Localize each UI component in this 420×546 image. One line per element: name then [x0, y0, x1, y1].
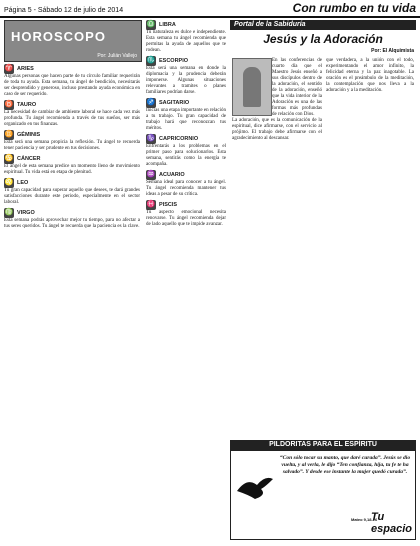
pildoritas-bar: PILDORITAS PARA EL ESPÍRITU — [230, 440, 416, 450]
sign-name: ACUARIO — [159, 172, 185, 178]
sign-name: LEO — [17, 180, 29, 186]
sign-escorpio — [146, 56, 226, 96]
article-author: Por: El Alquimista — [371, 48, 414, 54]
capricorn-icon: ♑ — [146, 135, 156, 142]
horoscope-banner — [4, 20, 142, 62]
bible-quote: “Con sólo tocar su manto, que daré curada”. Jesús se dio vuelta, y al verla, le dijo “Ten confianza, hija, tu fe te ha salvado”. Y desde ese instante la mujer quedó curada”. — [279, 455, 411, 475]
sign-text: Enfrentarás a los problemas en el primer paso para solucionarlos. Esta semana, sentirás como la energía te acompaña. — [146, 144, 226, 167]
article-column-1-bottom: La adoración, que es la comunicación de la espiritual, dice afirmarse, con el servicio al prójimo. El trabajo debe afirmarse con el agradecimiento al descansar. — [232, 118, 322, 141]
sign-text: Esta será una semana propicia la reflexión. Tu ángel te recuerda tener paciencia y ser prudente en tus decisiones. — [4, 140, 140, 151]
sign-tauro — [4, 100, 140, 128]
sign-text: Tu aspecto emocional necesita renovarse. Tu ángel recomienda dejar de lado aquello que te impide avanzar. — [146, 210, 226, 227]
sign-text: Esta será una semana en donde la diplomacia y la prudencia deberán imponerse. Algunas situaciones relevantes a tramites o planes familiares podrían darse. — [146, 66, 226, 95]
tu-espacio-logo: Tu espacio — [371, 511, 412, 535]
sign-virgo — [4, 208, 140, 230]
sign-name: TAURO — [17, 102, 37, 108]
sign-capricornio — [146, 134, 226, 168]
portal-section-bar: Portal de la Sabiduría — [230, 20, 416, 30]
aries-icon: ♈ — [4, 65, 14, 72]
sign-text: La necesidad de cambiar de ambiente laboral se hace cada vez más profunda. Tu ángel recomienda a través de tus sueños, ser más organizado en tus finanzas. — [4, 110, 140, 127]
sign-text: Tu gran capacidad para superar aquello que desees, te dará grandes satisfacciones durante este periodo, especialmente en el sector laboral. — [4, 188, 140, 205]
sign-aries — [4, 64, 140, 98]
jesus-image — [232, 58, 272, 116]
aquarius-icon: ♒ — [146, 171, 156, 178]
sign-text: Algunas personas que hacen parte de tu círculo familiar requerirán de toda tu ayuda. Esta semana, tu ángel de bendición, necesitarás ser desprendido y generoso, incluso prestando ayuda económica en caso de ser requerido. — [4, 74, 140, 97]
sign-acuario — [146, 170, 226, 198]
sign-leo — [4, 178, 140, 206]
sign-name: ESCORPIO — [159, 58, 189, 64]
gemini-icon: ♊ — [4, 131, 14, 138]
sign-cancer — [4, 154, 140, 176]
article-title: Jesús y la Adoración — [263, 32, 383, 46]
cancer-icon: ♋ — [4, 155, 14, 162]
libra-icon: ♎ — [146, 21, 156, 28]
sign-name: PISCIS — [159, 202, 178, 208]
sign-sagitario — [146, 98, 226, 132]
sign-name: SAGITARIO — [159, 100, 190, 106]
sign-geminis — [4, 130, 140, 152]
article-column-2: que verdadera, a la unión con el todo, experimentando el amor infinito, la felicidad eterna y la paz inagotable. La oración es el preámbulo de la meditación, la contemplación que nos lleva a la adoración y a la meditación. — [326, 58, 414, 93]
sign-text: El ángel de esta semana predice un momento lleno de movimiento espiritual. Tu vida está en etapa de plenitud. — [4, 164, 140, 175]
sign-name: ARIES — [17, 66, 34, 72]
sign-name: GÉMINIS — [17, 132, 41, 138]
page-header — [0, 0, 420, 18]
sign-text: Inicias una etapa importante en relación a tu trabajo. Tu gran capacidad de trabajo hará que reconozcan tus méritos. — [146, 108, 226, 131]
bible-reference: Mateo 9,18-26 — [351, 517, 378, 522]
dove-icon — [235, 473, 275, 503]
pisces-icon: ♓ — [146, 201, 156, 208]
sign-text: Esta semana podrás aprovechar mejor tu tiempo, para no afectar a tus seres queridos. Tu ángel te recuerda que la paciencia es la clave. — [4, 218, 140, 229]
leo-icon: ♌ — [4, 179, 14, 186]
section-title: Con rumbo en tu vida — [292, 1, 416, 15]
sign-piscis — [146, 200, 226, 228]
sign-name: LIBRA — [159, 22, 176, 28]
sign-text: Tu naturaleza es dulce e independiente. Esta semana tu ángel recomienda que permitas la ayuda de aquellos que te rodean. — [146, 30, 226, 53]
sign-name: CÁNCER — [17, 156, 41, 162]
sign-libra — [146, 20, 226, 54]
scorpio-icon: ♏ — [146, 57, 156, 64]
horoscope-column-1 — [4, 64, 140, 232]
article-column-1-top: En las conferencias de cuarto día que el Maestro Jesús enseñó a sus discípulos dentro de la adoración, el sentido de la adoración, enseñó que la vida interior de la Adoración es una de las formas más profundas de relación con Dios. — [272, 58, 322, 117]
sign-text: Semana ideal para conocer a tu ángel. Tu ángel recomienda mantener tus ideas a pesar de su crítica. — [146, 180, 226, 197]
horoscope-column-2 — [146, 20, 226, 230]
sagittarius-icon: ♐ — [146, 99, 156, 106]
virgo-icon: ♍ — [4, 209, 14, 216]
pildoritas-box — [230, 450, 416, 540]
taurus-icon: ♉ — [4, 101, 14, 108]
sign-name: VIRGO — [17, 210, 35, 216]
horoscope-title: HOROSCOPO — [11, 29, 106, 44]
page-info: Página 5 - Sábado 12 de julio de 2014 — [4, 7, 124, 14]
sign-name: CAPRICORNIO — [159, 136, 199, 142]
horoscope-author: Por: Julián Vallejo — [97, 53, 137, 59]
figure-silhouette — [243, 67, 261, 107]
